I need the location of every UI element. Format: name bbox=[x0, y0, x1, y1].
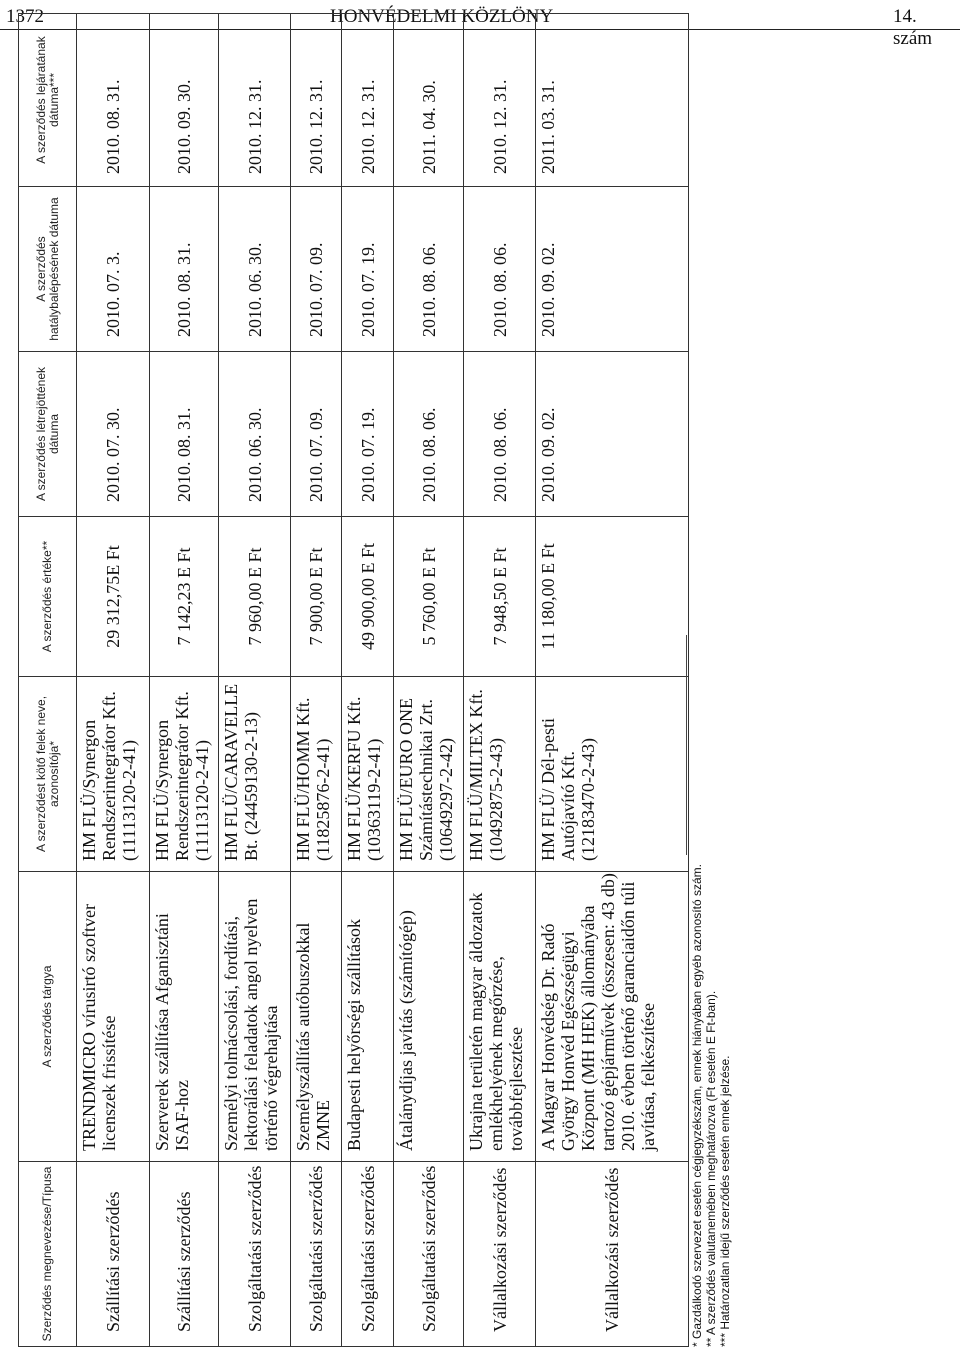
cell-effective: 2010. 08. 06. bbox=[394, 187, 464, 352]
cell-expiry: 2010. 12. 31. bbox=[464, 14, 536, 187]
col-header-subject: A szerződés tárgya bbox=[19, 872, 77, 1162]
cell-type: Szolgáltatási szerződés bbox=[342, 1162, 394, 1347]
table-row bbox=[394, 14, 464, 1347]
cell-effective: 2010. 09. 02. bbox=[536, 187, 689, 352]
cell-type: Szolgáltatási szerződés bbox=[291, 1162, 342, 1347]
cell-party: HM FLÜ/Synergon Rendszerintegrátor Kft. (11113120-2-41) bbox=[77, 677, 150, 872]
cell-expiry: 2010. 09. 30. bbox=[150, 14, 219, 187]
col-header-expiry: A szerződés lejáratának dátuma*** bbox=[19, 14, 77, 187]
cell-subject: Személyszállítás autóbuszokkal ZMNE bbox=[291, 872, 342, 1162]
cell-created: 2010. 06. 30. bbox=[219, 352, 291, 517]
cell-subject: Szerverek szállítása Afganisztáni ISAF-hoz bbox=[150, 872, 219, 1162]
cell-type: Szolgáltatási szerződés bbox=[219, 1162, 291, 1347]
cell-subject: TRENDMICRO vírusirtó szoftver licenszek frissítése bbox=[77, 872, 150, 1162]
page-number: 1372 bbox=[6, 6, 44, 27]
cell-effective: 2010. 07. 3. bbox=[77, 187, 150, 352]
cell-subject: Átalánydíjas javítás (számítógép) bbox=[394, 872, 464, 1162]
cell-party: HM FLÜ/KERFU Kft. (10363119-2-41) bbox=[342, 677, 394, 872]
cell-value: 7 900,00 E Ft bbox=[291, 517, 342, 677]
table-header-row bbox=[19, 14, 77, 1347]
footnotes bbox=[690, 864, 732, 1347]
cell-created: 2010. 07. 30. bbox=[77, 352, 150, 517]
cell-party: HM FLÜ/EURO ONE Számítástechnikai Zrt. (10649297-2-42) bbox=[394, 677, 464, 872]
cell-created: 2010. 09. 02. bbox=[536, 352, 689, 517]
cell-type: Szállítási szerződés bbox=[77, 1162, 150, 1347]
cell-value: 29 312,75E Ft bbox=[77, 517, 150, 677]
cell-expiry: 2010. 08. 31. bbox=[77, 14, 150, 187]
table-row bbox=[464, 14, 536, 1347]
cell-created: 2010. 08. 31. bbox=[150, 352, 219, 517]
col-header-party: A szerződést kötő felek neve, azonosítója* bbox=[19, 677, 77, 872]
cell-party: HM FLÜ/HOMM Kft. (11825876-2-41) bbox=[291, 677, 342, 872]
cell-created: 2010. 07. 19. bbox=[342, 352, 394, 517]
cell-type: Vállalkozási szerződés bbox=[536, 1162, 689, 1347]
cell-effective: 2010. 08. 06. bbox=[464, 187, 536, 352]
table-row bbox=[77, 14, 150, 1347]
issue-number: 14. szám bbox=[893, 6, 933, 49]
cell-type: Szolgáltatási szerződés bbox=[394, 1162, 464, 1347]
cell-value: 11 180,00 E Ft bbox=[536, 517, 689, 677]
table-row bbox=[536, 14, 689, 1347]
cell-expiry: 2010. 12. 31. bbox=[291, 14, 342, 187]
cell-expiry: 2010. 12. 31. bbox=[342, 14, 394, 187]
cell-value: 7 960,00 E Ft bbox=[219, 517, 291, 677]
table-row bbox=[150, 14, 219, 1347]
col-header-effective: A szerződés hatálybalépésének dátuma bbox=[19, 187, 77, 352]
cell-subject: A Magyar Honvédség Dr. Radó György Honvéd Egészségügyi Központ (MH HEK) állományába tartozó gépjárművek (összesen: 43 db) 2010. évben történő garanciaidőn túli javítása, felkészítése bbox=[536, 872, 689, 1162]
cell-created: 2010. 08. 06. bbox=[394, 352, 464, 517]
footnote-rule bbox=[686, 635, 687, 855]
cell-expiry: 2011. 04. 30. bbox=[394, 14, 464, 187]
col-header-value: A szerződés értéke** bbox=[19, 517, 77, 677]
cell-party: HM FLÜ/Synergon Rendszerintegrátor Kft. (11113120-2-41) bbox=[150, 677, 219, 872]
cell-subject: Budapesti helyőrségi szállítások bbox=[342, 872, 394, 1162]
cell-party: HM FLÜ/CARAVELLE Bt. (24459130-2-13) bbox=[219, 677, 291, 872]
cell-effective: 2010. 07. 09. bbox=[291, 187, 342, 352]
col-header-created: A szerződés létrejöttének dátuma bbox=[19, 352, 77, 517]
cell-expiry: 2010. 12. 31. bbox=[219, 14, 291, 187]
cell-subject: Ukrajna területén magyar áldozatok emlékhelyének megőrzése, továbbfejlesztése bbox=[464, 872, 536, 1162]
col-header-type: Szerződés megnevezése/Típusa bbox=[19, 1162, 77, 1347]
cell-created: 2010. 07. 09. bbox=[291, 352, 342, 517]
cell-value: 7 142,23 E Ft bbox=[150, 517, 219, 677]
cell-created: 2010. 08. 06. bbox=[464, 352, 536, 517]
cell-subject: Személyi tolmácsolási, fordítási, lektorálási feladatok angol nyelven történő végrehajtása bbox=[219, 872, 291, 1162]
table-row bbox=[219, 14, 291, 1347]
cell-value: 49 900,00 E Ft bbox=[342, 517, 394, 677]
cell-effective: 2010. 07. 19. bbox=[342, 187, 394, 352]
footnote-2: ** A szerződés valutanemében meghatározva (Ft esetén E Ft-ban). bbox=[704, 990, 718, 1347]
cell-type: Vállalkozási szerződés bbox=[464, 1162, 536, 1347]
cell-party: HM FLÜ/ Dél-pesti Autójavító Kft. (12183470-2-43) bbox=[536, 677, 689, 872]
cell-effective: 2010. 06. 30. bbox=[219, 187, 291, 352]
table-row bbox=[342, 14, 394, 1347]
cell-value: 7 948,50 E Ft bbox=[464, 517, 536, 677]
footnote-1: * Gazdálkodó szervezet esetén cégjegyzékszám, ennek hiányában egyéb azonosító szám. bbox=[690, 864, 704, 1347]
cell-party: HM FLÜ/MILTEX Kft. (10492875-2-43) bbox=[464, 677, 536, 872]
cell-type: Szállítási szerződés bbox=[150, 1162, 219, 1347]
table-row bbox=[291, 14, 342, 1347]
cell-value: 5 760,00 E Ft bbox=[394, 517, 464, 677]
contracts-table bbox=[18, 13, 689, 1347]
journal-title: HONVÉDELMI KÖZLÖNY bbox=[330, 6, 554, 27]
footnote-3: *** Határozatlan idejű szerződés esetén ennek jelzése. bbox=[718, 1055, 732, 1347]
cell-effective: 2010. 08. 31. bbox=[150, 187, 219, 352]
cell-expiry: 2011. 03. 31. bbox=[536, 14, 689, 187]
